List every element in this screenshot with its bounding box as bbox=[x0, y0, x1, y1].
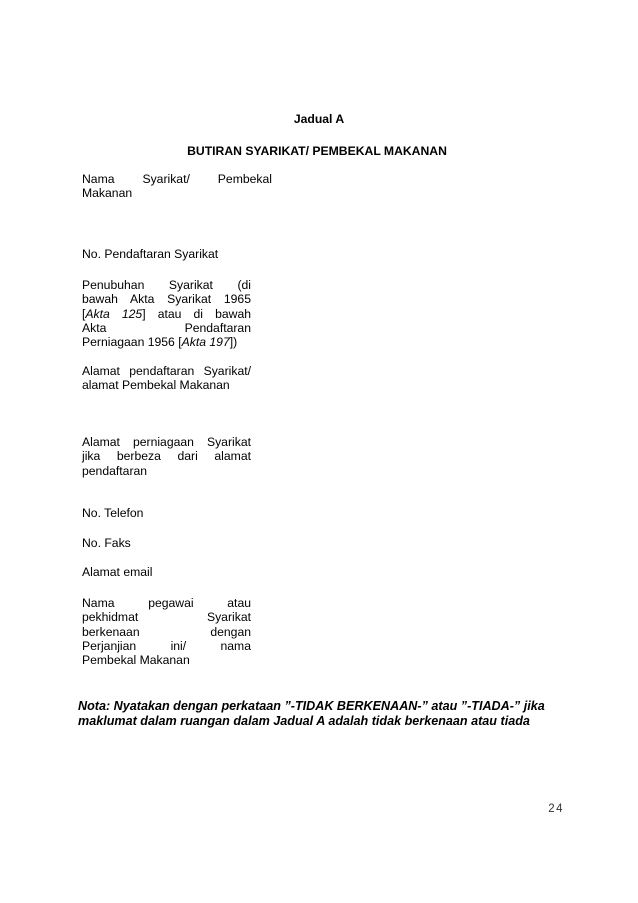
field-business-address-line2: jika berbeza dari alamat bbox=[82, 449, 251, 464]
field-fax bbox=[82, 536, 251, 550]
line5-start: Perniagaan 1956 [ bbox=[82, 335, 182, 350]
field-registered-address-line2: alamat Pembekal Makanan bbox=[82, 378, 230, 393]
field-company-name-line2: Makanan bbox=[82, 186, 133, 201]
field-fax-text: No. Faks bbox=[82, 536, 131, 550]
note-line2: maklumat dalam ruangan dalam Jadual A adalah tidak berkenaan atau tiada bbox=[78, 713, 530, 728]
field-registration-no-text: No. Pendaftaran Syarikat bbox=[82, 247, 219, 261]
act-197-ref: Akta 197 bbox=[181, 335, 230, 350]
field-establishment-line5 bbox=[82, 335, 251, 349]
field-establishment-line4: Akta Pendaftaran bbox=[82, 320, 251, 335]
field-establishment-line1: Penubuhan Syarikat (di bbox=[82, 278, 251, 292]
field-registered-address bbox=[82, 364, 251, 393]
field-establishment-line3 bbox=[82, 307, 251, 321]
field-officer-line5: Pembekal Makanan bbox=[82, 653, 190, 668]
field-officer-line2: pekhidmat Syarikat bbox=[82, 610, 251, 625]
field-company-name-line1: Nama Syarikat/ Pembekal bbox=[82, 172, 272, 186]
note bbox=[78, 699, 558, 728]
act-125-ref: Akta 125 bbox=[85, 306, 143, 321]
field-establishment bbox=[82, 278, 251, 349]
field-company-name bbox=[82, 172, 272, 201]
schedule-title bbox=[0, 112, 638, 126]
page-number-text: 24 bbox=[548, 803, 564, 815]
field-officer-line1: Nama pegawai atau bbox=[82, 596, 251, 610]
line3-rest: ] atau di bawah bbox=[142, 306, 252, 321]
field-business-address-line1: Alamat perniagaan Syarikat bbox=[82, 435, 251, 449]
note-line1: Nota: Nyatakan dengan perkataan ”-TIDAK BERKENAAN-” atau ”-TIADA-” jika bbox=[78, 699, 545, 713]
field-email-text: Alamat email bbox=[82, 565, 153, 579]
page-number bbox=[548, 803, 564, 815]
field-officer-line4: Perjanjian ini/ nama bbox=[82, 638, 251, 653]
field-business-address bbox=[82, 435, 251, 478]
line3-bracket-open: [ bbox=[82, 306, 86, 321]
schedule-heading bbox=[0, 144, 636, 158]
field-registration-no bbox=[82, 247, 251, 261]
field-officer bbox=[82, 596, 251, 667]
field-business-address-line3: pendaftaran bbox=[82, 463, 148, 478]
field-establishment-line2: bawah Akta Syarikat 1965 bbox=[82, 292, 251, 307]
field-registered-address-line1: Alamat pendaftaran Syarikat/ bbox=[82, 364, 251, 378]
field-telephone-text: No. Telefon bbox=[82, 506, 144, 520]
line5-end: ]) bbox=[229, 335, 238, 350]
field-telephone bbox=[82, 506, 251, 520]
schedule-heading-text: BUTIRAN SYARIKAT/ PEMBEKAL MAKANAN bbox=[187, 144, 447, 158]
schedule-title-text: Jadual A bbox=[293, 112, 345, 126]
field-officer-line3: berkenaan dengan bbox=[82, 624, 251, 639]
field-email bbox=[82, 565, 251, 579]
